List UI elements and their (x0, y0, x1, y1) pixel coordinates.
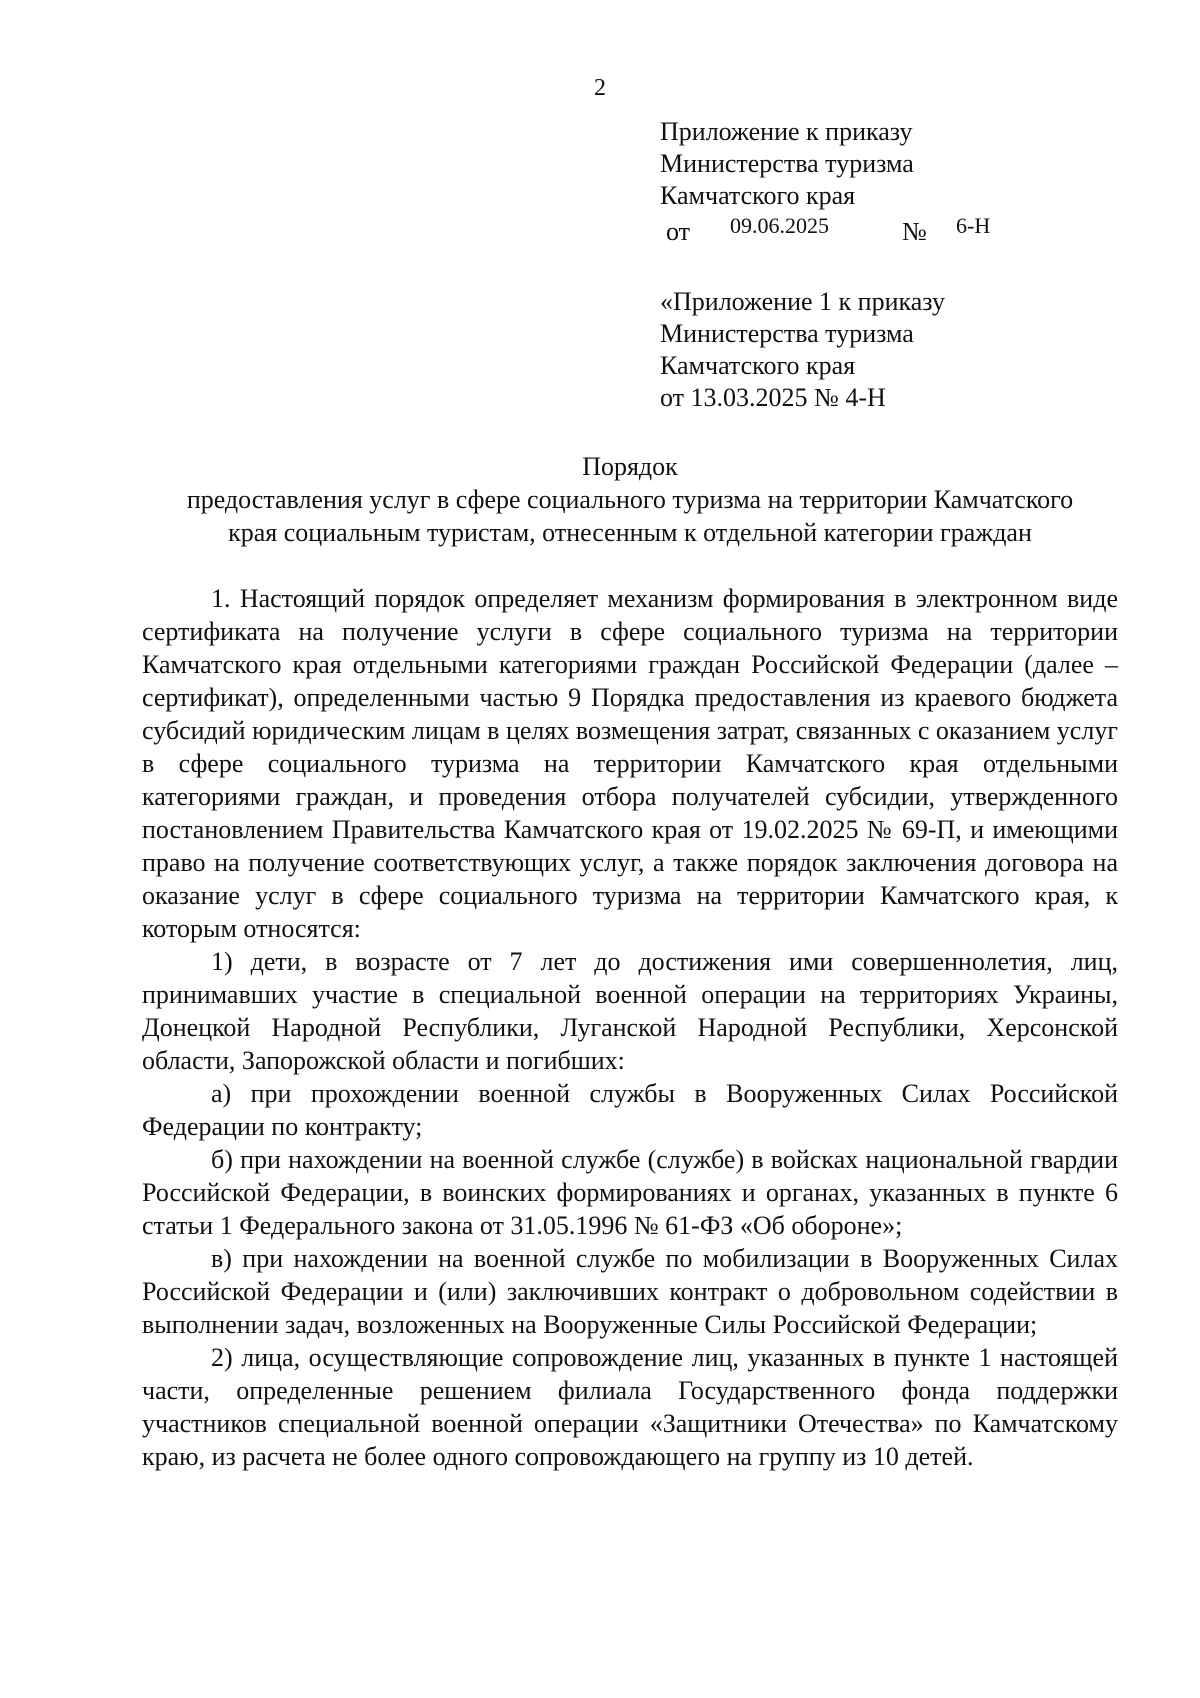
paragraph: 1. Настоящий порядок определяет механизм формирования в электронном виде сертификата на получение услуги в сфере социального туризма на территории Камчатского края отдельными категориями граждан Российской Федерации (далее – сертификат), определенными частью 9 Порядка предоставления из краевого бюджета субсидий юридическим лицам в целях возмещения затрат, связанных с оказанием услуг в сфере социального туризма на территории Камчатского края отдельными категориями граждан, и проведения отбора получателей субсидии, утвержденного постановлением Правительства Камчатского края от 19.02.2025 № 69-П, и имеющими право на получение соответствующих услуг, а также порядок заключения договора на оказание услуг в сфере социального туризма на территории Камчатского края, к которым относятся: (142, 584, 1118, 943)
paragraph: 2) лица, осуществляющие сопровождение лиц, указанных в пункте 1 настоящей части, определенные решением филиала Государственного фонда поддержки участников специальной военной операции «Защитники Отечества» по Камчатскому краю, из расчета не более одного сопровождающего на группу из 10 детей. (142, 1343, 1118, 1471)
appendix-current-line: Министерства туризма (660, 149, 914, 178)
appendix-current-date-row (660, 212, 991, 246)
document-body (142, 582, 1118, 1473)
appendix-current-header (660, 116, 991, 246)
appendix-current-line: Камчатского края (660, 181, 856, 210)
title-subtitle-line: предоставления услуг в сфере социального туризма на территории Камчатского (186, 485, 1074, 514)
paragraph: б) при нахождении на военной службе (службе) в войсках национальной гвардии Российской Федерации, в воинских формированиях и органах, указанных в пункте 6 статьи 1 Федерального закона от 31.05.1996 № 61-ФЗ «Об обороне»; (142, 1145, 1118, 1240)
title-subtitle-line: края социальным туристам, отнесенным к отдельной категории граждан (228, 518, 1032, 547)
appendix-previous-line: «Приложение 1 к приказу (660, 287, 946, 316)
appendix-previous-header (660, 286, 945, 414)
appendix-previous-line: Министерства туризма (660, 319, 914, 348)
page-number: 2 (594, 75, 606, 101)
appendix-previous-line: Камчатского края (660, 351, 856, 380)
paragraph: в) при нахождении на военной службе по мобилизации в Вооруженных Силах Российской Федерации и (или) заключивших контракт о добровольном содействии в выполнении задач, возложенных на Вооруженные Силы Российской Федерации; (142, 1244, 1118, 1339)
title-heading: Порядок (582, 452, 678, 481)
paragraph: 1) дети, в возрасте от 7 лет до достижения ими совершеннолетия, лиц, принимавших участие в специальной военной операции на территориях Украины, Донецкой Народной Республики, Луганской Народной Республики, Херсонской области, Запорожской области и погибших: (142, 947, 1118, 1075)
document-title (140, 450, 1120, 549)
from-label: от (666, 217, 691, 246)
number-sign: № (902, 217, 927, 246)
appendix-previous-line: от 13.03.2025 № 4-Н (660, 383, 886, 412)
order-date: 09.06.2025 (730, 213, 829, 238)
paragraph: а) при прохождении военной службы в Вооруженных Силах Российской Федерации по контракту; (142, 1079, 1118, 1141)
appendix-current-line: Приложение к приказу (660, 117, 913, 146)
order-number: 6-Н (956, 213, 991, 238)
